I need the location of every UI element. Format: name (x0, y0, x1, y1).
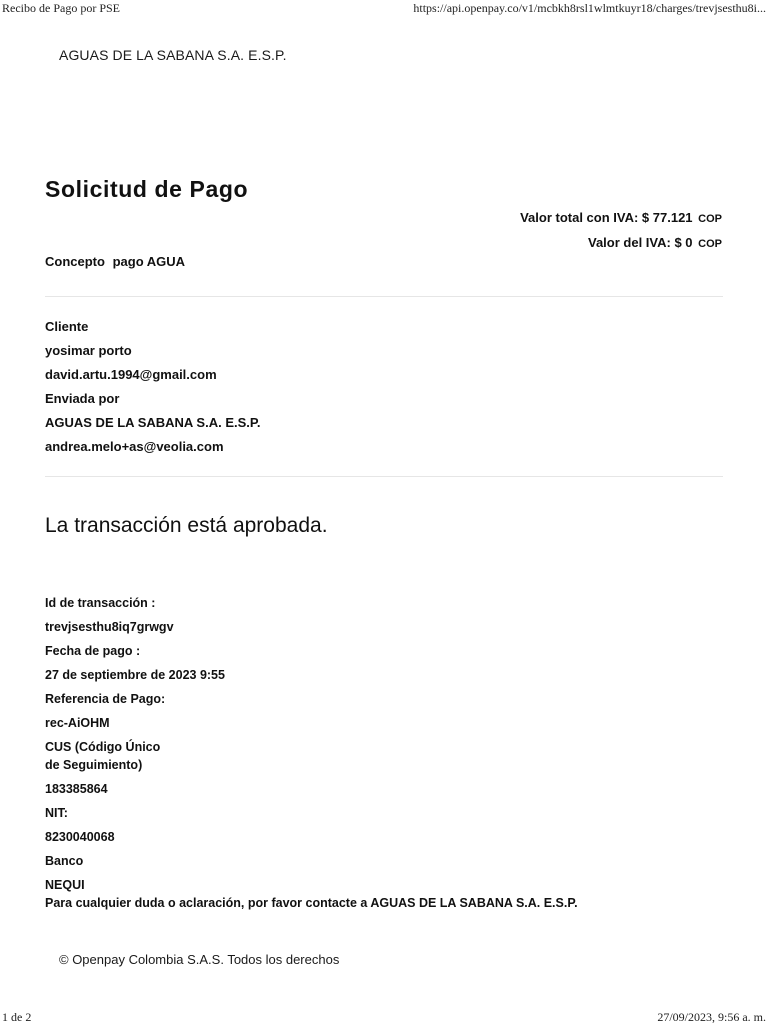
sent-by-label: Enviada por (45, 391, 120, 406)
sender-email: andrea.melo+as@veolia.com (45, 439, 224, 454)
payment-concept (45, 254, 185, 269)
contact-note: Para cualquier duda o aclaración, por favor contacte a AGUAS DE LA SABANA S.A. E.S.P. (45, 896, 578, 910)
section-divider (45, 296, 723, 297)
print-url: https://api.openpay.co/v1/mcbkh8rsl1wlmtkuyr18/charges/trevjsesthu8i... (413, 1, 766, 15)
total-amount-row (520, 206, 722, 231)
merchant-name-header: AGUAS DE LA SABANA S.A. E.S.P. (59, 47, 287, 63)
transaction-status-message: La transacción está aprobada. (45, 514, 328, 537)
nit-value: 8230040068 (45, 830, 115, 844)
nit-label: NIT: (45, 806, 68, 820)
page-title: Solicitud de Pago (45, 176, 249, 202)
cus-value: 183385864 (45, 782, 108, 796)
amounts-summary (520, 206, 722, 256)
copyright-notice: © Openpay Colombia S.A.S. Todos los derechos (59, 952, 340, 967)
client-name: yosimar porto (45, 343, 132, 358)
payment-date-label: Fecha de pago : (45, 644, 141, 658)
payment-reference-value: rec-AiOHM (45, 716, 110, 730)
print-datetime: 27/09/2023, 9:56 a. m. (657, 1010, 766, 1024)
bank-label: Banco (45, 854, 84, 868)
client-label: Cliente (45, 319, 89, 334)
iva-amount: Valor del IVA: $ 0 (588, 235, 693, 250)
payment-date-value: 27 de septiembre de 2023 9:55 (45, 668, 225, 682)
transaction-id-label: Id de transacción : (45, 596, 156, 610)
total-currency: COP (698, 213, 722, 225)
print-header (0, 0, 768, 18)
cus-label: CUS (Código Único de Seguimiento) (45, 740, 161, 772)
transaction-details (45, 591, 225, 897)
concept-value: pago AGUA (112, 254, 186, 269)
section-divider (45, 476, 723, 477)
concept-label: Concepto (45, 254, 105, 269)
print-document-title: Recibo de Pago por PSE (2, 1, 120, 15)
payment-reference-label: Referencia de Pago: (45, 692, 166, 706)
total-amount: Valor total con IVA: $ 77.121 (520, 210, 693, 225)
print-footer (0, 1008, 768, 1024)
bank-value: NEQUI (45, 878, 85, 892)
client-email: david.artu.1994@gmail.com (45, 367, 217, 382)
sender-name: AGUAS DE LA SABANA S.A. E.S.P. (45, 415, 261, 430)
client-info (45, 315, 261, 459)
iva-currency: COP (698, 238, 722, 250)
transaction-id-value: trevjsesthu8iq7grwgv (45, 620, 174, 634)
page-number: 1 de 2 (2, 1010, 32, 1024)
iva-amount-row (520, 231, 722, 256)
